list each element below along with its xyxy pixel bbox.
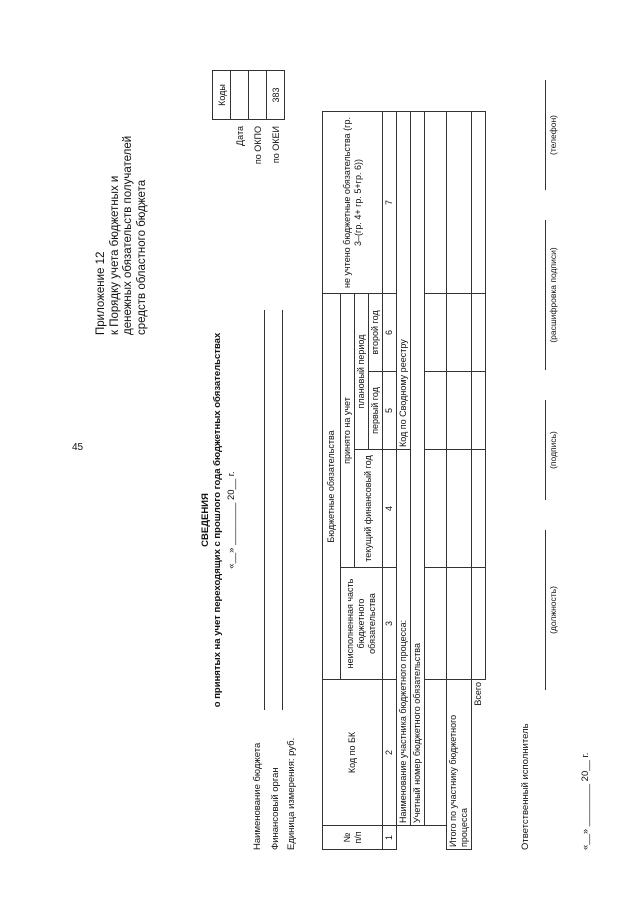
col-number: 2 [383, 680, 397, 826]
header-unfulfilled: неисполненная часть бюджетного обязательства [341, 568, 383, 680]
code-value-okpo [249, 71, 267, 120]
position-line [545, 530, 546, 690]
code-label-date: Дата [234, 126, 245, 146]
table-cell [472, 450, 486, 568]
form-title [200, 310, 224, 730]
table-cell [447, 294, 472, 372]
col-number: 3 [383, 568, 397, 680]
header-second-year: второй год [369, 294, 383, 372]
code-label-okei: по ОКЕИ [270, 126, 281, 164]
table-cell [447, 112, 472, 294]
header-bk-code: Код по БК [323, 680, 383, 826]
decode-line [545, 220, 546, 370]
table-cell [447, 372, 472, 450]
page-number: 45 [72, 442, 84, 453]
code-value-okei: 383 [267, 71, 285, 120]
table-cell [472, 112, 486, 294]
header-plan-period: плановый период [355, 294, 369, 450]
budget-name-label: Наименование бюджета [252, 742, 263, 850]
signature-line [545, 400, 546, 500]
obligation-account-number: Учетный номер бюджетного обязательства [411, 112, 425, 826]
table-cell [472, 372, 486, 450]
col-number: 4 [383, 450, 397, 568]
table-cell [472, 294, 486, 372]
signature-caption: (подпись) [548, 431, 558, 469]
appendix-line: к Порядку учета бюджетных и [108, 175, 121, 335]
table-cell [425, 450, 447, 568]
unit-label: Единица измерения: руб. [286, 737, 297, 850]
table-cell [425, 568, 447, 680]
codes-table [212, 70, 285, 170]
col-number: 1 [383, 826, 397, 850]
financial-body-line [282, 310, 283, 710]
codes-header: Коды [213, 71, 231, 120]
code-value-date [231, 71, 249, 120]
appendix-line: денежных обязательств получателей [122, 135, 134, 335]
table-cell [447, 450, 472, 568]
col-number: 7 [383, 112, 397, 294]
header-budget-obligations: Бюджетные обязательства [323, 294, 341, 680]
financial-body-label: Финансовый орган [270, 767, 281, 850]
col-number: 5 [383, 372, 397, 450]
header-first-year: первый год [369, 372, 383, 450]
appendix-note [95, 136, 149, 335]
header-accepted: принято на учет [341, 294, 355, 568]
appendix-line: средств областного бюджета [135, 179, 148, 335]
col-number: 6 [383, 294, 397, 372]
table-cell [447, 568, 472, 680]
table-cell [425, 294, 447, 372]
budget-name-line [264, 310, 265, 710]
code-label-okpo: по ОКПО [252, 126, 263, 165]
obligations-table [322, 111, 486, 850]
appendix-line: Приложение 12 [95, 251, 107, 335]
responsible-executor-label: Ответственный исполнитель [520, 723, 531, 850]
form-date: «__» ________ 20__ г. [226, 471, 237, 569]
form-title-main: СВЕДЕНИЯ [200, 493, 211, 547]
table-cell [425, 112, 447, 294]
phone-caption: (телефон) [548, 115, 558, 156]
decode-caption: (расшифровка подписи) [548, 247, 558, 343]
header-current-year: текущий финансовый год [355, 450, 383, 568]
header-num: № п/п [323, 826, 383, 850]
table-cell [425, 680, 447, 826]
form-title-sub: о принятых на учет переходящих с прошлого года бюджетных обязательствах [212, 332, 223, 708]
header-not-accepted: не учтено бюджетные обязательства (гр. 3–(гр. 4+ гр. 5+гр. 6)) [323, 112, 383, 294]
table-cell [472, 568, 486, 680]
table-cell [425, 372, 447, 450]
grand-total-label: Всего [473, 682, 484, 706]
participant-name-row: Наименование участника бюджетного процесса: [397, 450, 411, 826]
rotated-form-sheet [40, 70, 600, 850]
position-caption: (должность) [548, 586, 558, 634]
phone-line [545, 80, 546, 190]
svod-reestr-code: Код по Сводному реестру [397, 112, 411, 450]
participant-total-label: Итого по участнику бюджетного процесса [447, 680, 472, 850]
signature-date: «__» ________ 20__ г. [580, 752, 591, 850]
